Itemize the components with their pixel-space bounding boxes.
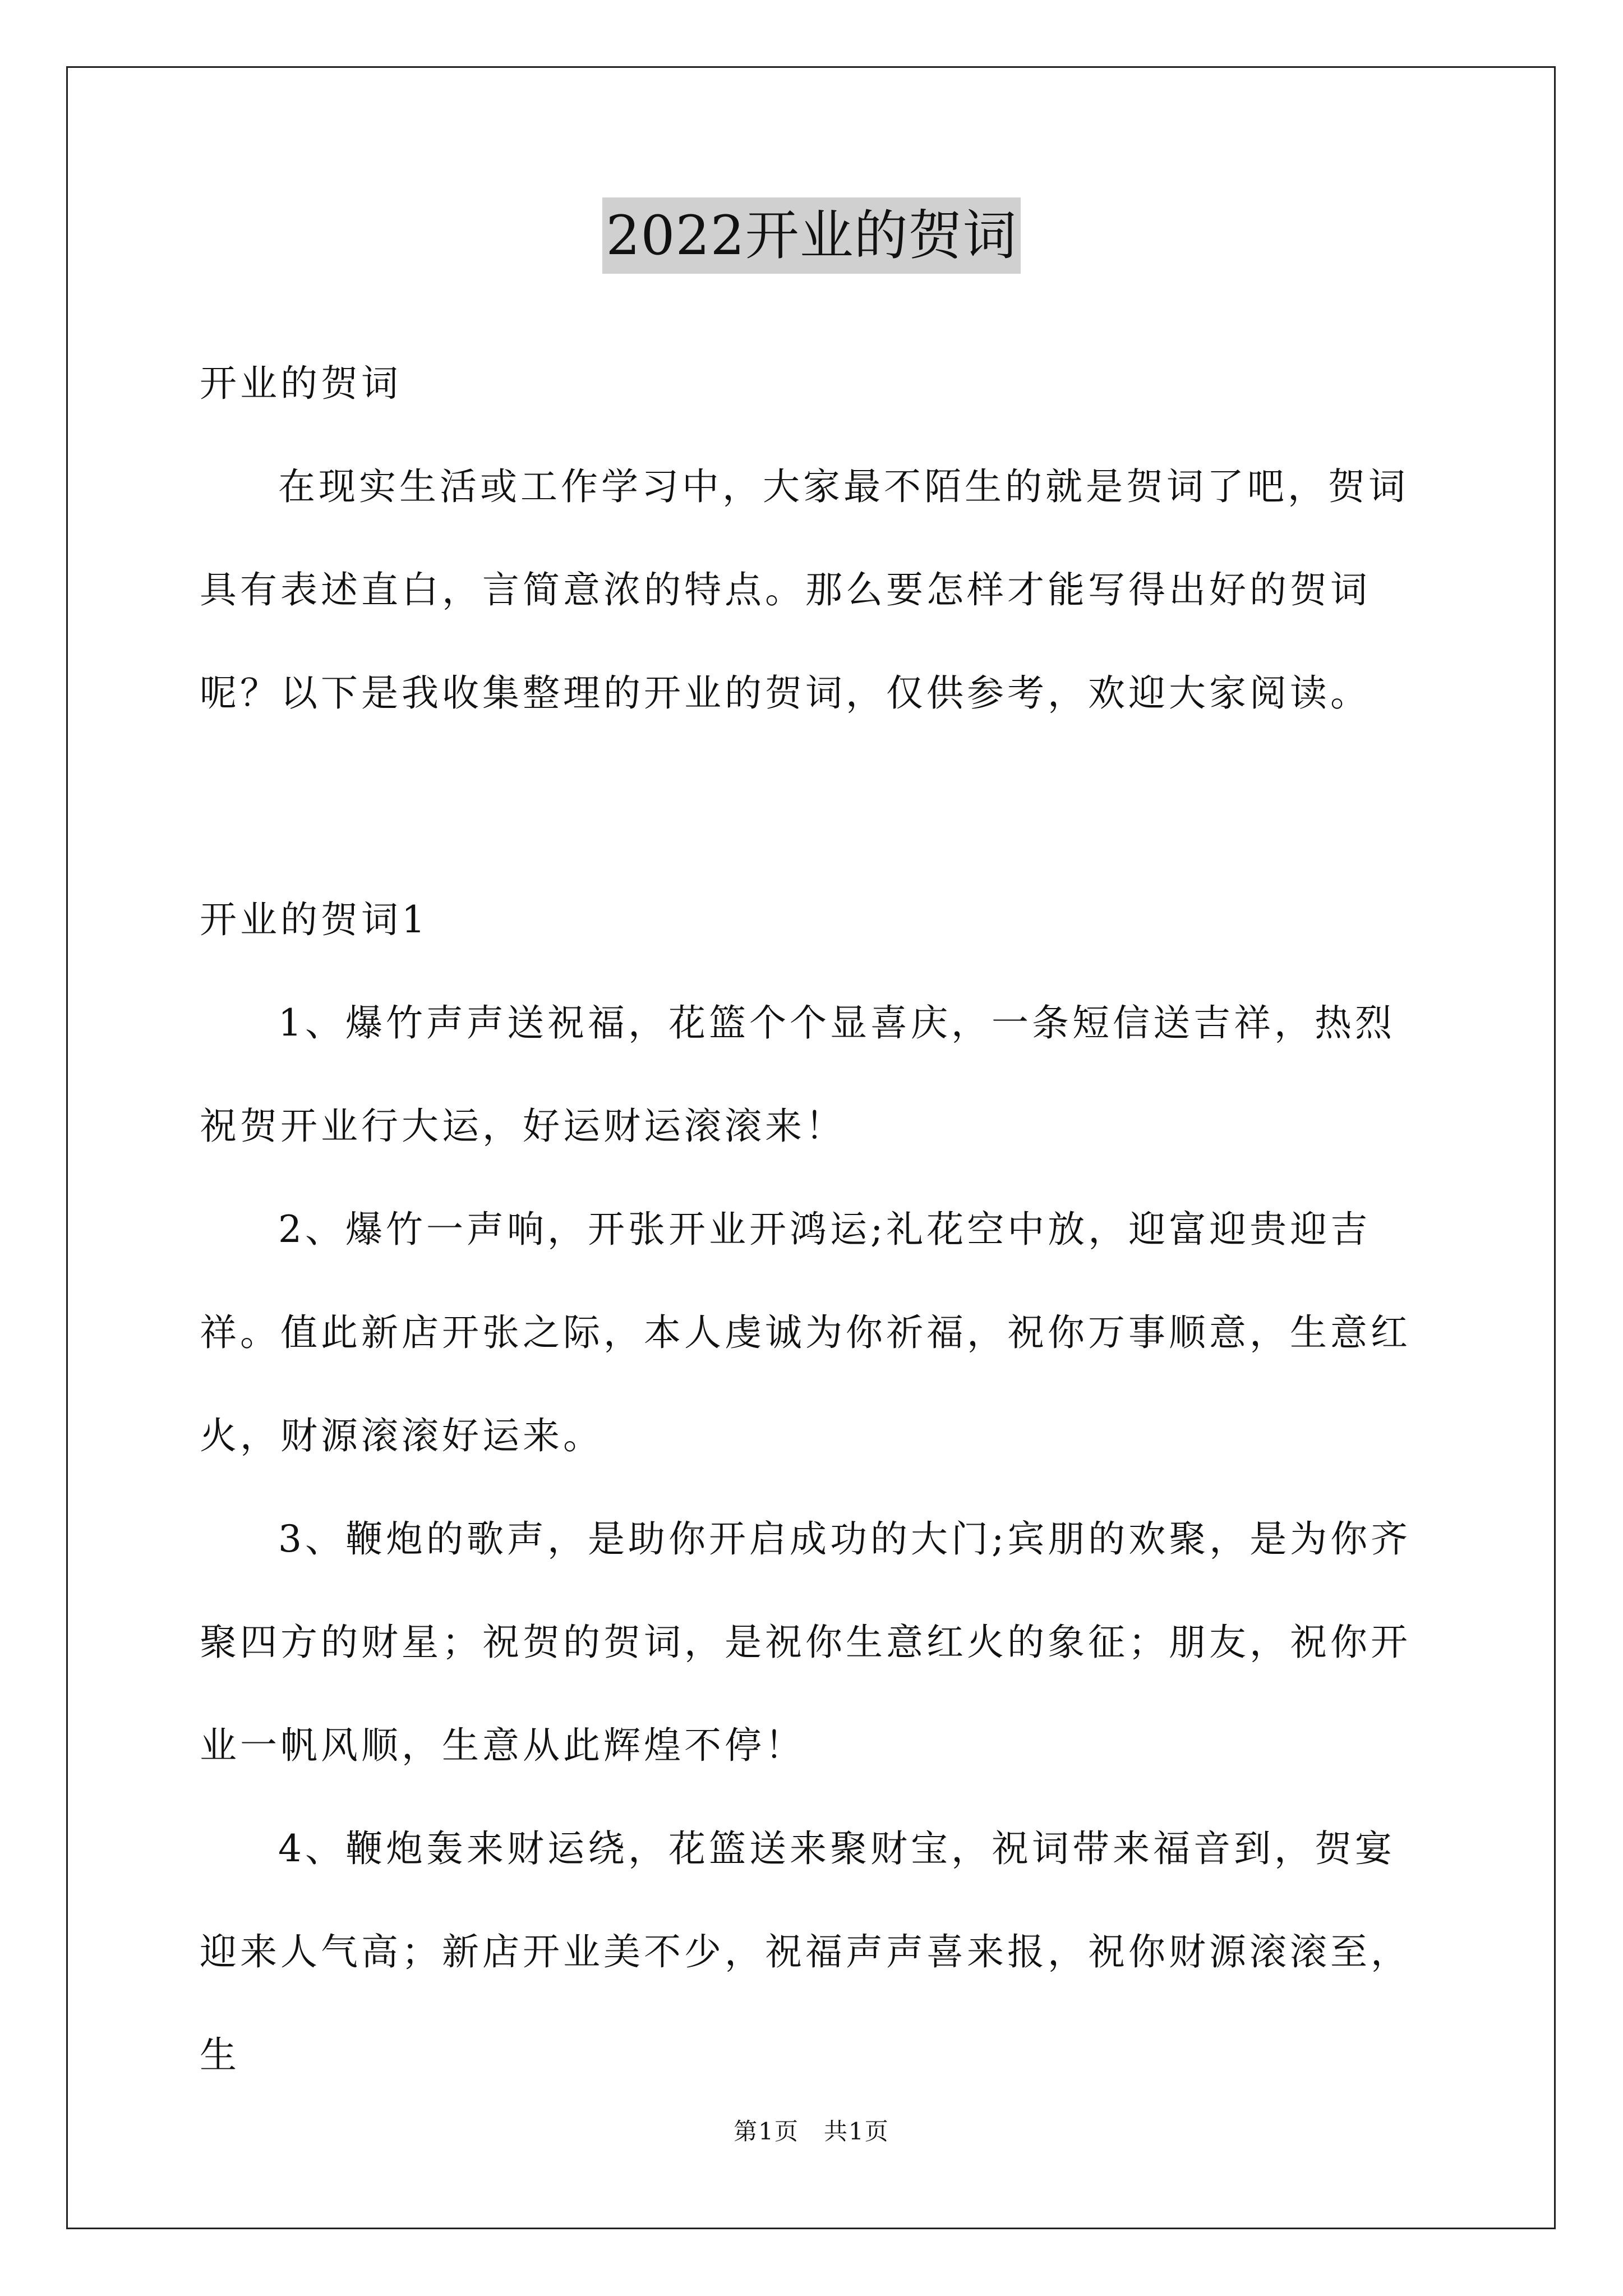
page-title: 2022开业的贺词 [602,197,1020,274]
subtitle: 开业的贺词 [200,362,402,405]
page-footer: 第1页 共1页 [734,2118,889,2145]
title-wrap [0,197,1623,274]
list-item: 2、爆竹一声响，开张开业开鸿运;礼花空中放，迎富迎贵迎吉祥。值此新店开张之际，本人虔诚为你祈福，祝你万事顺意，生意红火，财源滚滚好运来。 [200,1208,1411,1457]
intro-paragraph: 在现实生活或工作学习中，大家最不陌生的就是贺词了吧，贺词具有表述直白，言简意浓的特点。那么要怎样才能写得出好的贺词呢？以下是我收集整理的开业的贺词，仅供参考，欢迎大家阅读。 [200,465,1409,715]
section-heading: 开业的贺词1 [200,898,428,941]
list-item: 1、爆竹声声送祝福，花篮个个显喜庆，一条短信送吉祥，热烈祝贺开业行大运，好运财运滚滚来！ [200,1001,1395,1148]
list-item: 3、鞭炮的歌声，是助你开启成功的大门;宾朋的欢聚，是为你齐聚四方的财星；祝贺的贺词，是祝你生意红火的象征；朋友，祝你开业一帆风顺，生意从此辉煌不停！ [200,1517,1412,1767]
list-item: 4、鞭炮轰来财运绕，花篮送来聚财宝，祝词带来福音到，贺宴迎来人气高；新店开业美不少，祝福声声喜来报，祝你财源滚滚至，生 [200,1827,1411,2077]
